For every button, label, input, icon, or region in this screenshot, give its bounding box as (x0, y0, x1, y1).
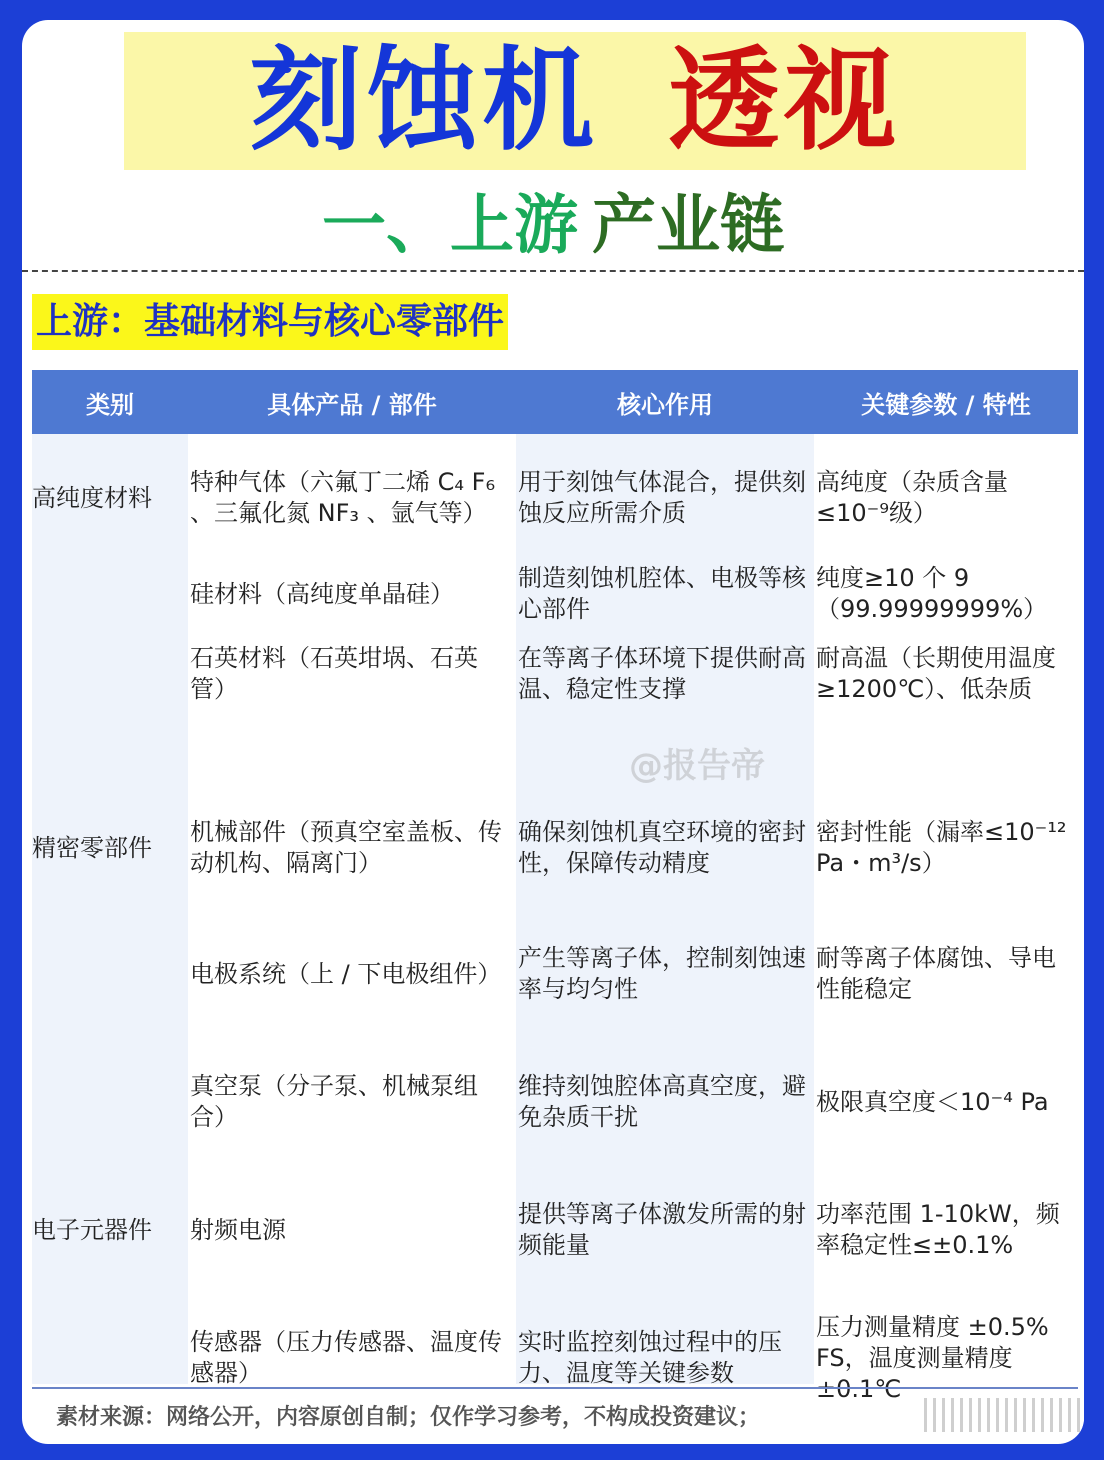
header-product: 具体产品 / 部件 (267, 390, 437, 419)
role-cell: 维持刻蚀腔体高真空度，避免杂质干扰 (518, 1072, 806, 1131)
header-category: 类别 (86, 390, 134, 419)
table-header (32, 370, 1078, 434)
role-cell: 确保刻蚀机真空环境的密封性，保障传动精度 (518, 818, 806, 877)
category-cell: 电子元器件 (32, 1215, 152, 1244)
dashed-divider (22, 270, 1084, 272)
category-cell: 高纯度材料 (32, 483, 152, 512)
content-card (22, 20, 1084, 1444)
table-row (32, 1196, 1078, 1264)
table-row (32, 560, 1078, 628)
product-cell: 电极系统（上 / 下电极组件） (190, 959, 502, 988)
header-param: 关键参数 / 特性 (861, 390, 1031, 419)
header-role: 核心作用 (617, 390, 713, 419)
product-cell: 射频电源 (190, 1215, 286, 1244)
barcode-decoration (924, 1398, 1084, 1432)
role-cell: 在等离子体环境下提供耐高温、稳定性支撑 (518, 644, 806, 703)
table-row (32, 1068, 1078, 1136)
param-cell: 高纯度（杂质含量≤10⁻⁹级） (816, 468, 1008, 527)
product-cell: 特种气体（六氟丁二烯 C₄ F₆ 、三氟化氮 NF₃ 、氩气等） (190, 468, 496, 527)
role-cell: 用于刻蚀气体混合，提供刻蚀反应所需介质 (518, 468, 806, 527)
role-cell: 提供等离子体激发所需的射频能量 (518, 1200, 806, 1259)
param-cell: 耐等离子体腐蚀、导电性能稳定 (816, 944, 1056, 1003)
subtitle (22, 188, 1084, 264)
footer-note: 素材来源：网络公开，内容原创自制；仅作学习参考，不构成投资建议； (56, 1404, 761, 1430)
title-banner (124, 32, 1026, 170)
product-cell: 硅材料（高纯度单晶硅） (190, 579, 454, 608)
table-row (32, 940, 1078, 1008)
upstream-table (32, 370, 1078, 1403)
subtitle-part1: 一、上游 (322, 189, 578, 263)
table-row (32, 450, 1078, 546)
product-cell: 机械部件（预真空室盖板、传动机构、隔离门） (190, 818, 502, 877)
title-part2: 透视 (668, 36, 900, 166)
param-cell: 耐高温（长期使用温度≥1200℃）、低杂质 (816, 644, 1056, 703)
role-cell: 制造刻蚀机腔体、电极等核心部件 (518, 564, 806, 623)
param-cell: 极限真空度＜10⁻⁴ Pa (816, 1087, 1049, 1116)
product-cell: 传感器（压力传感器、温度传感器） (190, 1328, 502, 1387)
table-row (32, 640, 1078, 708)
table-row (32, 814, 1078, 882)
role-cell: 实时监控刻蚀过程中的压力、温度等关键参数 (518, 1328, 782, 1387)
param-cell: 压力测量精度 ±0.5% FS，温度测量精度 ±0.1℃ (816, 1312, 1049, 1403)
section-label: 上游：基础材料与核心零部件 (32, 294, 508, 350)
category-cell: 精密零部件 (32, 833, 152, 862)
watermark: @报告帝 (629, 746, 765, 786)
title-part1: 刻蚀机 (250, 36, 598, 166)
param-cell: 纯度≥10 个 9（99.99999999%） (816, 564, 1048, 623)
product-cell: 真空泵（分子泵、机械泵组合） (190, 1072, 478, 1131)
param-cell: 密封性能（漏率≤10⁻¹² Pa・m³/s） (816, 818, 1067, 877)
param-cell: 功率范围 1-10kW，频率稳定性≤±0.1% (816, 1200, 1060, 1259)
role-cell: 产生等离子体，控制刻蚀速率与均匀性 (518, 944, 806, 1003)
table-row (32, 1310, 1078, 1406)
table-body (32, 434, 1078, 1403)
product-cell: 石英材料（石英坩埚、石英管） (190, 644, 478, 703)
subtitle-part2: 产业链 (592, 189, 784, 263)
footer-divider (32, 1387, 1078, 1389)
